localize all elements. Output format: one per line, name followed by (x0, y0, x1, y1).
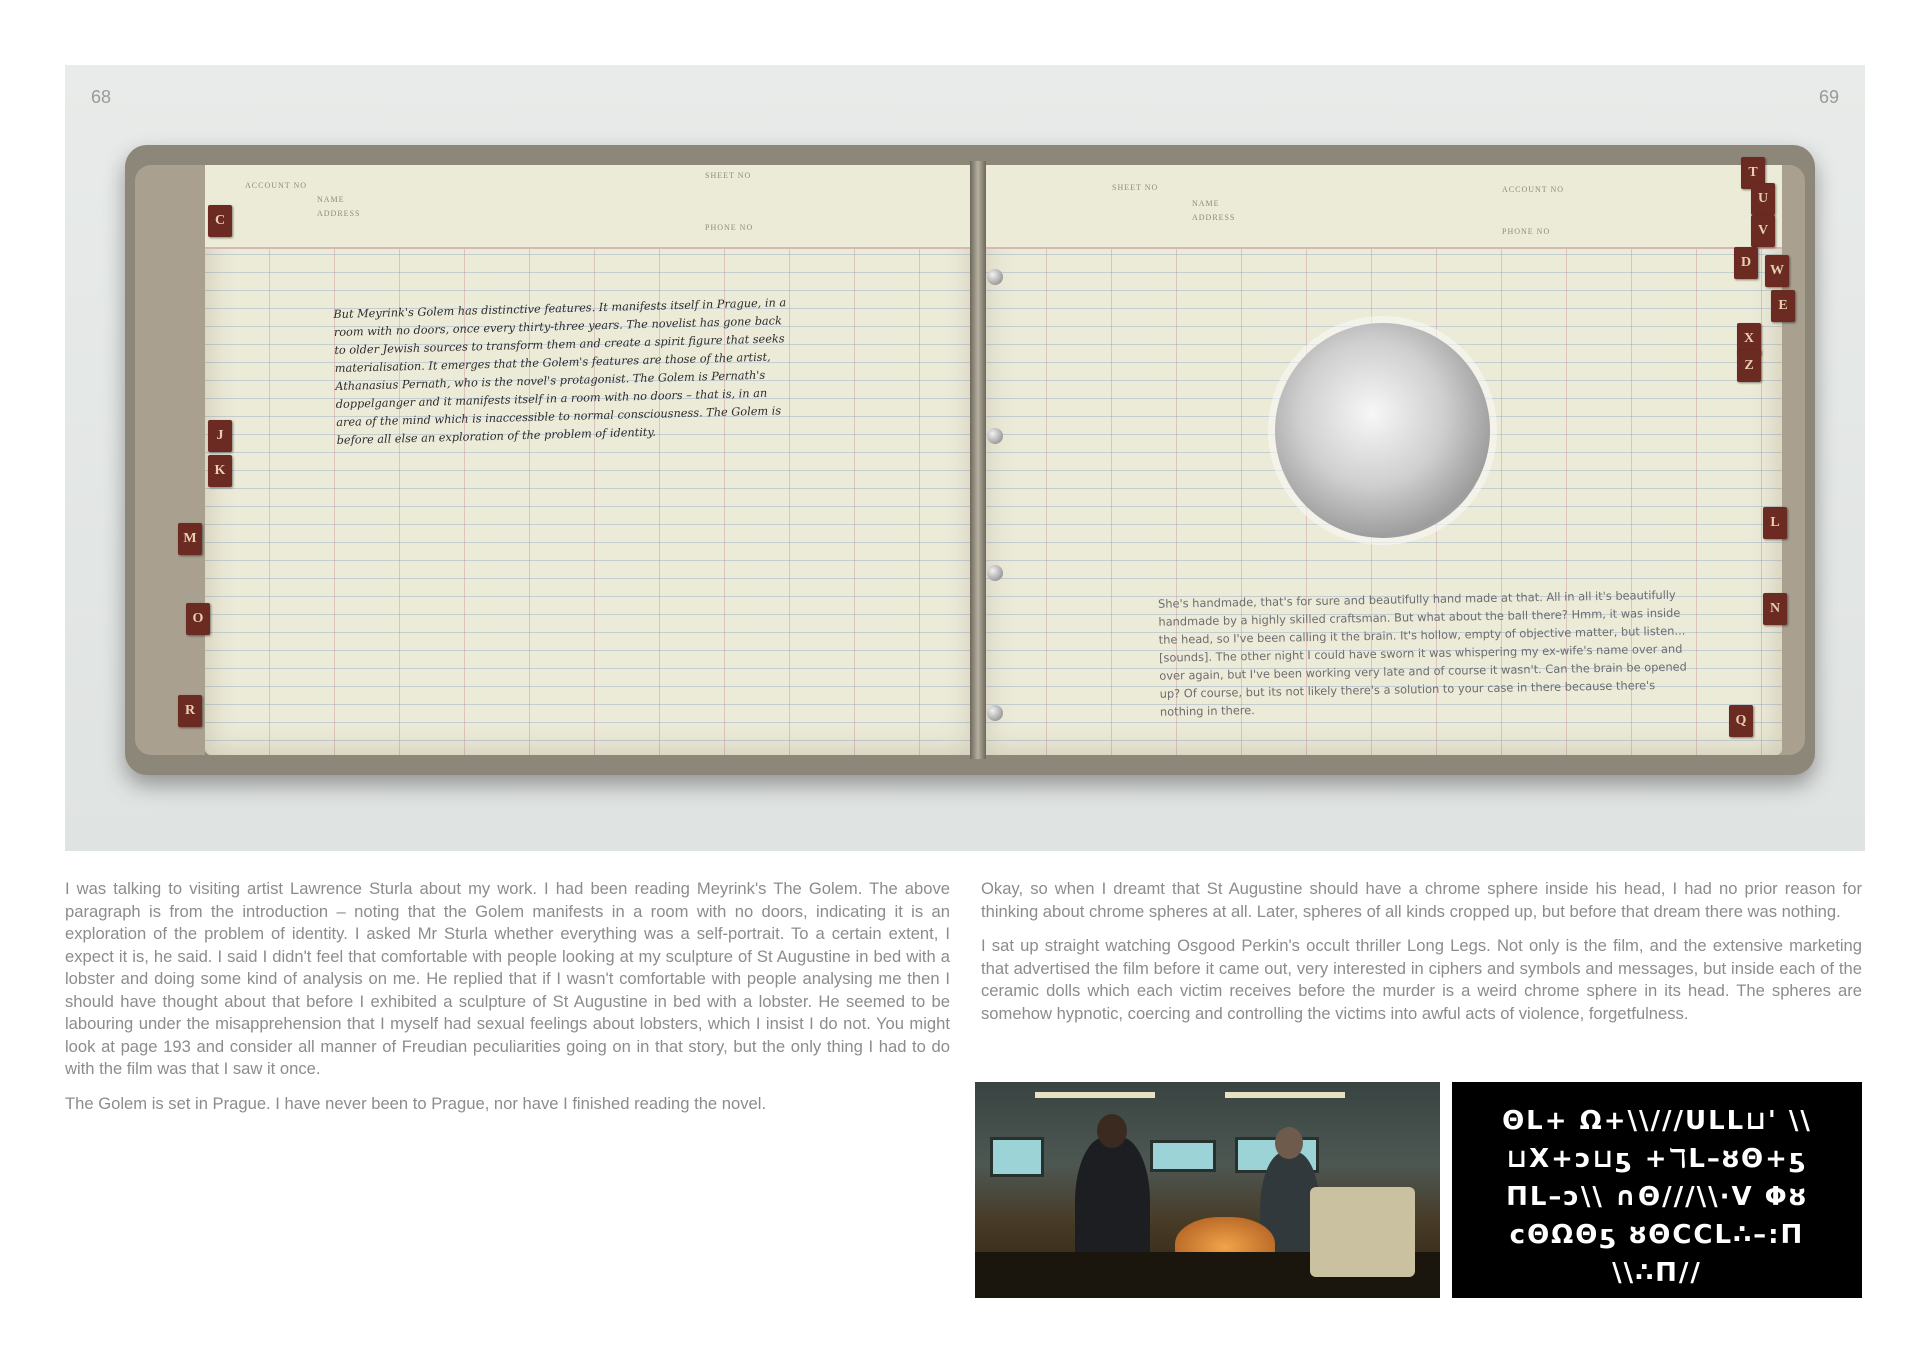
cipher-line: \\∴Π// (1612, 1258, 1702, 1288)
ledger-label-name-right: NAME (1192, 199, 1220, 208)
index-tab-w: W (1765, 255, 1789, 287)
cipher-image (1452, 1082, 1862, 1298)
film-still-image (975, 1082, 1440, 1298)
ledger-spine (970, 161, 986, 759)
text-column-left (65, 878, 950, 1127)
ledger-header-right (982, 165, 1782, 249)
index-tab-c: C (208, 205, 232, 237)
binder-ring (987, 705, 1003, 721)
handwritten-note-left: But Meyrink's Golem has distinctive features. It manifests itself in Prague, in a room with no doors, once every thirty-three years. The novelist has gone back to older Jewish sources to transform them and create a spirit figure that seeks materialisation. It emerges that the Golem's features are those of the artist, Athanasius Pernath, who is the novel's protagonist. The Golem is Pernath's doppelganger and it manifests itself in a room with no doors – that is, in an area of the mind which is inaccessible to normal consciousness. The Golem is before all else an exploration of the problem of identity. (333, 296, 787, 447)
ledger-label-sheet-right: SHEET NO (1112, 183, 1159, 192)
index-tab-k: K (208, 455, 232, 487)
page-number-right: 69 (1818, 87, 1839, 107)
page-number-left: 68 (91, 87, 112, 107)
index-tab-m: M (178, 523, 202, 555)
index-tab-r: R (178, 695, 202, 727)
cipher-line: ΠL–ↄ\\ ∩Θ///\\·V Φȣ (1506, 1182, 1808, 1212)
binder-edge-left (135, 165, 205, 755)
ceiling-light (1225, 1092, 1345, 1098)
index-tab-d: D (1734, 247, 1758, 279)
ledger-label-phone-right: PHONE NO (1502, 227, 1551, 236)
ledger-page-left (205, 165, 975, 755)
index-tab-t: T (1741, 157, 1765, 189)
paragraph: Okay, so when I dreamt that St Augustine should have a chrome sphere inside his head, I had no prior reason for thinking about chrome spheres at all. Later, spheres of all kinds cropped up, but before that dream there was nothing. (981, 879, 1862, 921)
monitor-screen (1150, 1140, 1216, 1172)
monitor-screen (990, 1137, 1044, 1177)
binder-ring (987, 269, 1003, 285)
index-tab-q: Q (1729, 705, 1753, 737)
cipher-line: ⊔X+ↄ⊔ƽ +ℸL–ȣΘ+ƽ (1506, 1144, 1808, 1174)
ledger-label-address-right: ADDRESS (1192, 213, 1236, 222)
paragraph: I was talking to visiting artist Lawrence Sturla about my work. I had been reading Meyrink's The Golem. The above paragraph is from the introduction – noting that the Golem manifests in a room with no doors, indicating it is an exploration of the problem of identity. I asked Mr Sturla whether everything was a self-portrait. To a certain extent, I expect it is, he said. I said I didn't feel that comfortable with people looking at my sculpture of St Augustine in bed with a lobster and doing some kind of analysis on me. He replied that if I wasn't comfortable with people analysing me then I should have thought about that before I exhibited a sculpture of St Augustine in bed with a lobster. He seemed to be labouring under the misapprehension that I myself had sexual feelings about lobsters, which I insist I do not. You might look at page 193 and consider all manner of Freudian peculiarities going on in that story, but the only thing I had to do with the film was that I saw it once. (65, 879, 950, 1078)
crt-monitor (1310, 1187, 1415, 1277)
ledger-header-left (205, 165, 975, 249)
ledger-label-address: ADDRESS (317, 209, 361, 218)
index-tab-e: E (1771, 290, 1795, 322)
index-tab-o: O (186, 603, 210, 635)
chrome-sphere (1275, 323, 1490, 538)
ledger-photograph (65, 65, 1865, 851)
ledger-label-name: NAME (317, 195, 345, 204)
cipher-line: ΘL+ Ω+\\///ULL⊔' \\ (1502, 1106, 1812, 1136)
ledger-label-account: ACCOUNT NO (245, 181, 308, 190)
ceiling-light (1035, 1092, 1155, 1098)
index-tab-x: X (1737, 323, 1761, 355)
handwritten-note-right: She's handmade, that's for sure and beautifully hand made at that. All in all it's beautifully handmade by a highly skilled craftsman. But what about the ball there? Hmm, it was inside the head, so I've been calling it the brain. It's hollow, empty of objective matter, but listen... [sounds]. The other night I could have sworn it was whispering my ex-wife's name over and over again, but I've been working very late and of course it wasn't. Can the brain be opened up? Of course, but its not likely there's a solution to your case in there because there's nothing in there. (1157, 587, 1687, 719)
binder-ring (987, 428, 1003, 444)
index-tab-v: V (1751, 215, 1775, 247)
index-tab-u: U (1751, 183, 1775, 215)
ledger-label-phone: PHONE NO (705, 223, 754, 232)
paragraph: I sat up straight watching Osgood Perkin's occult thriller Long Legs. Not only is the film, and the extensive marketing that advertised the film before it came out, very interested in ciphers and symbols and messages, but inside each of the ceramic dolls which each victim receives before the murder is a weird chrome sphere in its head. The spheres are somehow hypnotic, coercing and controlling the victims into awful acts of violence, forgetfulness. (981, 936, 1862, 1023)
ledger-label-account-right: ACCOUNT NO (1502, 185, 1565, 194)
index-tab-z: Z (1737, 350, 1761, 382)
text-column-right (981, 878, 1862, 1037)
binder-ring (987, 565, 1003, 581)
index-tab-n: N (1763, 593, 1787, 625)
index-tab-l: L (1763, 507, 1787, 539)
paragraph: The Golem is set in Prague. I have never been to Prague, nor have I finished reading the novel. (65, 1093, 767, 1113)
figure-head (1097, 1114, 1127, 1148)
ledger-label-sheet: SHEET NO (705, 171, 752, 180)
figure-head (1275, 1127, 1303, 1159)
cipher-line: ϲΘΩΘƽ ȣΘϹϹL∴–:Π (1509, 1220, 1805, 1250)
index-tab-j: J (208, 420, 232, 452)
